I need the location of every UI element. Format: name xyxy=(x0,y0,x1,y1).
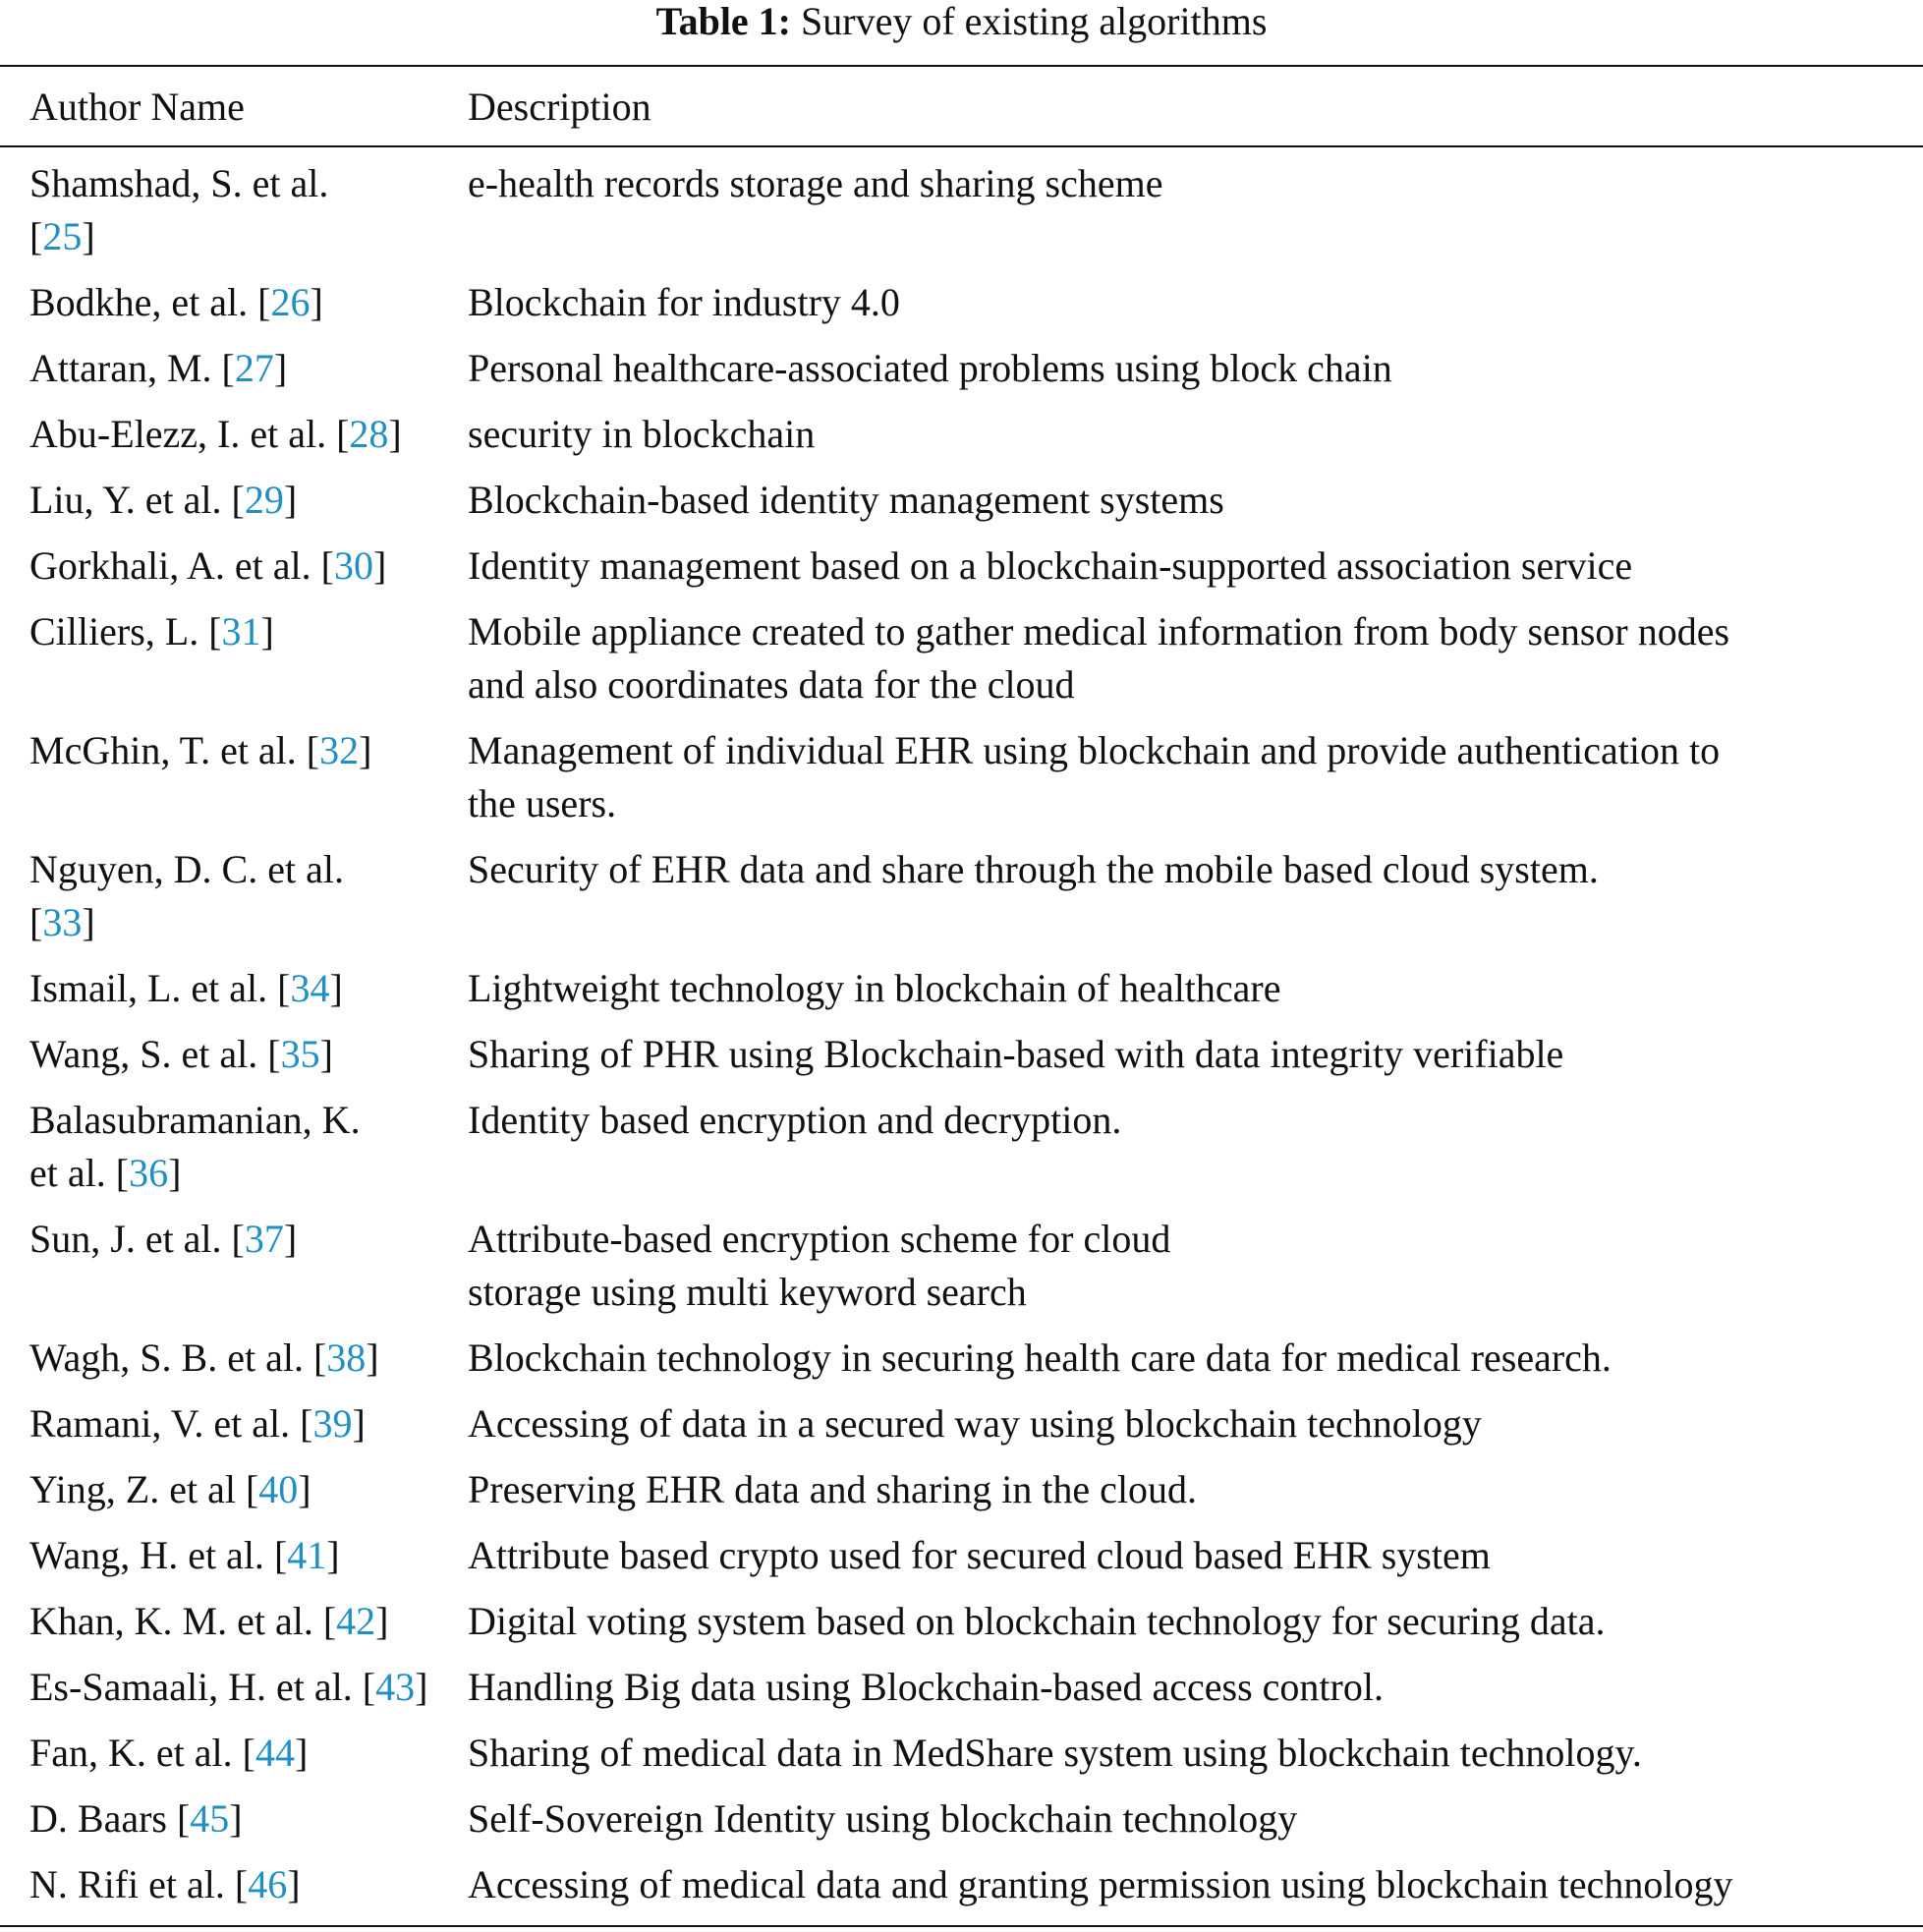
author-name: Fan, K. et al. xyxy=(29,1731,233,1775)
reference-close-bracket: ] xyxy=(273,346,288,390)
author-name: Ismail, L. et al. xyxy=(29,966,268,1010)
author-name: Attaran, M. xyxy=(29,346,212,390)
description-cell xyxy=(468,724,1902,830)
table-row xyxy=(0,474,1923,540)
reference-close-bracket: ] xyxy=(352,1401,366,1446)
reference-open-bracket: [ xyxy=(221,346,235,390)
author-cell xyxy=(29,1595,452,1648)
description-text: Attribute based crypto used for secured cloud based EHR system xyxy=(468,1533,1491,1577)
description-text: Security of EHR data and share through the mobile based cloud system. xyxy=(468,847,1599,891)
reference-citation xyxy=(116,1151,182,1195)
table-row xyxy=(0,1595,1923,1661)
description-cell xyxy=(468,1028,1902,1081)
reference-link[interactable]: 35 xyxy=(280,1032,320,1076)
author-cell xyxy=(29,1332,452,1385)
description-cell xyxy=(468,342,1902,395)
reference-link[interactable]: 45 xyxy=(190,1796,230,1841)
table-row xyxy=(0,1792,1923,1858)
reference-link[interactable]: 32 xyxy=(319,728,360,772)
table-row xyxy=(0,1397,1923,1463)
description-text: Management of individual EHR using blockchain and provide authentication to xyxy=(468,728,1721,772)
reference-open-bracket: [ xyxy=(29,900,43,944)
reference-open-bracket: [ xyxy=(242,1731,255,1775)
description-text: e-health records storage and sharing scheme xyxy=(468,161,1163,205)
table-bottom-rule xyxy=(0,1925,1923,1927)
reference-open-bracket: [ xyxy=(362,1665,376,1709)
reference-citation xyxy=(336,412,402,456)
reference-link[interactable]: 30 xyxy=(333,543,373,588)
table-row xyxy=(0,1463,1923,1529)
author-cell xyxy=(29,1213,452,1266)
reference-citation xyxy=(321,543,387,588)
author-cell xyxy=(29,962,452,1015)
author-name: Liu, Y. et al. xyxy=(29,478,222,522)
table-row xyxy=(0,1661,1923,1727)
table-caption-title: Survey of existing algorithms xyxy=(801,0,1268,43)
table-row xyxy=(0,1213,1923,1332)
description-text: Blockchain technology in securing health care data for medical research. xyxy=(468,1335,1612,1380)
table-caption-label: Table 1: xyxy=(655,0,792,43)
reference-open-bracket: [ xyxy=(208,609,222,653)
reference-close-bracket: ] xyxy=(319,1032,333,1076)
table-row xyxy=(0,342,1923,408)
reference-citation xyxy=(235,1862,301,1906)
table-row xyxy=(0,962,1923,1028)
reference-link[interactable]: 42 xyxy=(336,1599,376,1643)
description-text: Handling Big data using Blockchain-based access control. xyxy=(468,1665,1384,1709)
table-row xyxy=(0,1727,1923,1792)
author-cell xyxy=(29,1792,452,1846)
author-cell xyxy=(29,1463,452,1516)
description-text: Identity management based on a blockchain-supported association service xyxy=(468,543,1633,588)
author-cell xyxy=(29,724,452,777)
description-text: Self-Sovereign Identity using blockchain technology xyxy=(468,1796,1298,1841)
reference-open-bracket: [ xyxy=(267,1032,281,1076)
description-cell xyxy=(468,1094,1902,1147)
table-caption xyxy=(0,0,1923,43)
table-header-row xyxy=(0,81,1923,134)
reference-close-bracket: ] xyxy=(294,1731,309,1775)
reference-citation xyxy=(177,1796,243,1841)
reference-link[interactable]: 36 xyxy=(129,1151,169,1195)
reference-open-bracket: [ xyxy=(320,543,334,588)
reference-citation xyxy=(274,1533,340,1577)
author-name: Wang, H. et al. xyxy=(29,1533,264,1577)
reference-close-bracket: ] xyxy=(283,478,298,522)
description-cell xyxy=(468,1397,1902,1450)
reference-close-bracket: ] xyxy=(366,1335,379,1380)
reference-close-bracket: ] xyxy=(329,966,343,1010)
reference-open-bracket: [ xyxy=(273,1533,288,1577)
description-cell xyxy=(468,1529,1902,1582)
author-cell xyxy=(29,605,452,658)
reference-open-bracket: [ xyxy=(234,1862,249,1906)
reference-link[interactable]: 31 xyxy=(221,609,261,653)
description-cell xyxy=(468,1463,1902,1516)
reference-citation xyxy=(300,1401,366,1446)
author-name: Cilliers, L. xyxy=(29,609,199,653)
table-row xyxy=(0,724,1923,843)
description-text: Blockchain for industry 4.0 xyxy=(468,280,900,324)
table-row xyxy=(0,408,1923,474)
description-text-continued: storage using multi keyword search xyxy=(468,1270,1027,1314)
reference-close-bracket: ] xyxy=(310,280,323,324)
reference-citation xyxy=(222,346,288,390)
description-text: Personal healthcare-associated problems using block chain xyxy=(468,346,1392,390)
reference-citation xyxy=(363,1665,428,1709)
author-name-continued: et al. xyxy=(29,1151,116,1195)
reference-open-bracket: [ xyxy=(115,1151,130,1195)
reference-close-bracket: ] xyxy=(283,1217,298,1261)
author-cell xyxy=(29,1661,452,1714)
table-row xyxy=(0,1028,1923,1094)
description-text-continued: the users. xyxy=(468,781,617,825)
reference-link[interactable]: 41 xyxy=(287,1533,327,1577)
author-cell xyxy=(29,276,452,329)
description-cell xyxy=(468,1792,1902,1846)
header-description: Description xyxy=(468,85,651,129)
reference-link[interactable]: 34 xyxy=(290,966,330,1010)
reference-citation xyxy=(208,609,274,653)
description-cell xyxy=(468,408,1902,461)
author-cell xyxy=(29,1727,452,1780)
author-name: Khan, K. M. et al. xyxy=(29,1599,313,1643)
reference-open-bracket: [ xyxy=(336,412,350,456)
reference-close-bracket: ] xyxy=(372,543,387,588)
table-row xyxy=(0,540,1923,605)
reference-close-bracket: ] xyxy=(415,1665,428,1709)
description-text: security in blockchain xyxy=(468,412,816,456)
header-author-name: Author Name xyxy=(29,85,245,129)
author-name: Nguyen, D. C. et al. xyxy=(29,847,344,891)
author-name: N. Rifi et al. xyxy=(29,1862,225,1906)
reference-citation xyxy=(323,1599,389,1643)
reference-close-bracket: ] xyxy=(82,214,95,258)
description-text: Lightweight technology in blockchain of healthcare xyxy=(468,966,1281,1010)
table-row xyxy=(0,1858,1923,1924)
author-name: McGhin, T. et al. xyxy=(29,728,297,772)
reference-link[interactable]: 40 xyxy=(258,1467,299,1511)
reference-open-bracket: [ xyxy=(306,728,320,772)
reference-citation xyxy=(277,966,343,1010)
reference-citation xyxy=(307,728,372,772)
description-cell xyxy=(468,540,1902,593)
reference-open-bracket: [ xyxy=(257,280,271,324)
reference-citation xyxy=(29,900,95,944)
description-cell xyxy=(468,1858,1902,1911)
reference-link[interactable]: 37 xyxy=(244,1217,284,1261)
reference-link[interactable]: 38 xyxy=(326,1335,367,1380)
description-text: Sharing of medical data in MedShare system using blockchain technology. xyxy=(468,1731,1642,1775)
reference-close-bracket: ] xyxy=(82,900,95,944)
description-cell xyxy=(468,843,1902,896)
reference-citation xyxy=(29,214,95,258)
reference-open-bracket: [ xyxy=(300,1401,313,1446)
description-text: Preserving EHR data and sharing in the cloud. xyxy=(468,1467,1198,1511)
reference-citation xyxy=(313,1335,379,1380)
description-cell xyxy=(468,1332,1902,1385)
author-name: Es-Samaali, H. et al. xyxy=(29,1665,353,1709)
author-name: Balasubramanian, K. xyxy=(29,1098,361,1142)
reference-link[interactable]: 39 xyxy=(312,1401,353,1446)
reference-close-bracket: ] xyxy=(298,1467,311,1511)
description-text: Accessing of medical data and granting permission using blockchain technology xyxy=(468,1862,1733,1906)
description-text: Sharing of PHR using Blockchain-based with data integrity verifiable xyxy=(468,1032,1564,1076)
reference-open-bracket: [ xyxy=(29,214,43,258)
reference-citation xyxy=(246,1467,311,1511)
reference-close-bracket: ] xyxy=(375,1599,389,1643)
author-cell xyxy=(29,408,452,461)
author-name: Bodkhe, et al. xyxy=(29,280,249,324)
reference-link[interactable]: 29 xyxy=(244,478,284,522)
reference-close-bracket: ] xyxy=(287,1862,301,1906)
reference-open-bracket: [ xyxy=(176,1796,191,1841)
description-text: Attribute-based encryption scheme for cloud xyxy=(468,1217,1171,1261)
reference-citation xyxy=(257,280,323,324)
author-cell xyxy=(29,474,452,527)
table-row xyxy=(0,157,1923,276)
description-cell xyxy=(468,1213,1902,1319)
description-text: Digital voting system based on blockchain technology for securing data. xyxy=(468,1599,1606,1643)
reference-citation xyxy=(243,1731,309,1775)
reference-close-bracket: ] xyxy=(359,728,372,772)
author-name: Ying, Z. et al xyxy=(29,1467,236,1511)
table-top-rule xyxy=(0,65,1923,67)
author-name: Wagh, S. B. et al. xyxy=(29,1335,304,1380)
reference-open-bracket: [ xyxy=(277,966,291,1010)
author-name: Sun, J. et al. xyxy=(29,1217,222,1261)
author-cell xyxy=(29,540,452,593)
reference-link[interactable]: 28 xyxy=(349,412,389,456)
author-cell xyxy=(29,342,452,395)
description-cell xyxy=(468,962,1902,1015)
reference-link[interactable]: 44 xyxy=(255,1731,295,1775)
reference-link[interactable]: 25 xyxy=(42,214,83,258)
table-body xyxy=(0,157,1923,1924)
description-text: Blockchain-based identity management systems xyxy=(468,478,1224,522)
author-cell xyxy=(29,1028,452,1081)
table-row xyxy=(0,843,1923,962)
description-text-continued: and also coordinates data for the cloud xyxy=(468,662,1075,707)
reference-open-bracket: [ xyxy=(231,1217,245,1261)
table-row xyxy=(0,1529,1923,1595)
reference-link[interactable]: 46 xyxy=(248,1862,288,1906)
reference-close-bracket: ] xyxy=(388,412,402,456)
reference-open-bracket: [ xyxy=(245,1467,259,1511)
description-text: Accessing of data in a secured way using blockchain technology xyxy=(468,1401,1482,1446)
description-cell xyxy=(468,1595,1902,1648)
reference-close-bracket: ] xyxy=(326,1533,340,1577)
author-name: Abu-Elezz, I. et al. xyxy=(29,412,327,456)
reference-link[interactable]: 43 xyxy=(375,1665,416,1709)
description-cell xyxy=(468,1727,1902,1780)
reference-open-bracket: [ xyxy=(312,1335,327,1380)
table-header-rule xyxy=(0,145,1923,147)
reference-link[interactable]: 27 xyxy=(234,346,274,390)
description-cell xyxy=(468,157,1902,210)
reference-open-bracket: [ xyxy=(231,478,245,522)
reference-citation xyxy=(232,478,298,522)
description-text: Identity based encryption and decryption. xyxy=(468,1098,1122,1142)
author-name: Shamshad, S. et al. xyxy=(29,161,329,205)
author-cell xyxy=(29,157,452,263)
reference-close-bracket: ] xyxy=(229,1796,243,1841)
author-name: Wang, S. et al. xyxy=(29,1032,258,1076)
description-cell xyxy=(468,605,1902,711)
author-cell xyxy=(29,1397,452,1450)
author-name: Gorkhali, A. et al. xyxy=(29,543,311,588)
table-row xyxy=(0,276,1923,342)
author-cell xyxy=(29,1529,452,1582)
reference-open-bracket: [ xyxy=(322,1599,337,1643)
reference-close-bracket: ] xyxy=(168,1151,182,1195)
reference-close-bracket: ] xyxy=(260,609,274,653)
author-name: Ramani, V. et al. xyxy=(29,1401,291,1446)
author-cell xyxy=(29,1094,452,1200)
description-cell xyxy=(468,1661,1902,1714)
table-row xyxy=(0,1094,1923,1213)
author-cell xyxy=(29,843,452,949)
author-name: D. Baars xyxy=(29,1796,167,1841)
reference-citation xyxy=(232,1217,298,1261)
reference-link[interactable]: 33 xyxy=(42,900,83,944)
description-cell xyxy=(468,474,1902,527)
table-row xyxy=(0,1332,1923,1397)
reference-citation xyxy=(267,1032,333,1076)
table-row xyxy=(0,605,1923,724)
description-text: Mobile appliance created to gather medical information from body sensor nodes xyxy=(468,609,1730,653)
reference-link[interactable]: 26 xyxy=(270,280,311,324)
author-cell xyxy=(29,1858,452,1911)
description-cell xyxy=(468,276,1902,329)
